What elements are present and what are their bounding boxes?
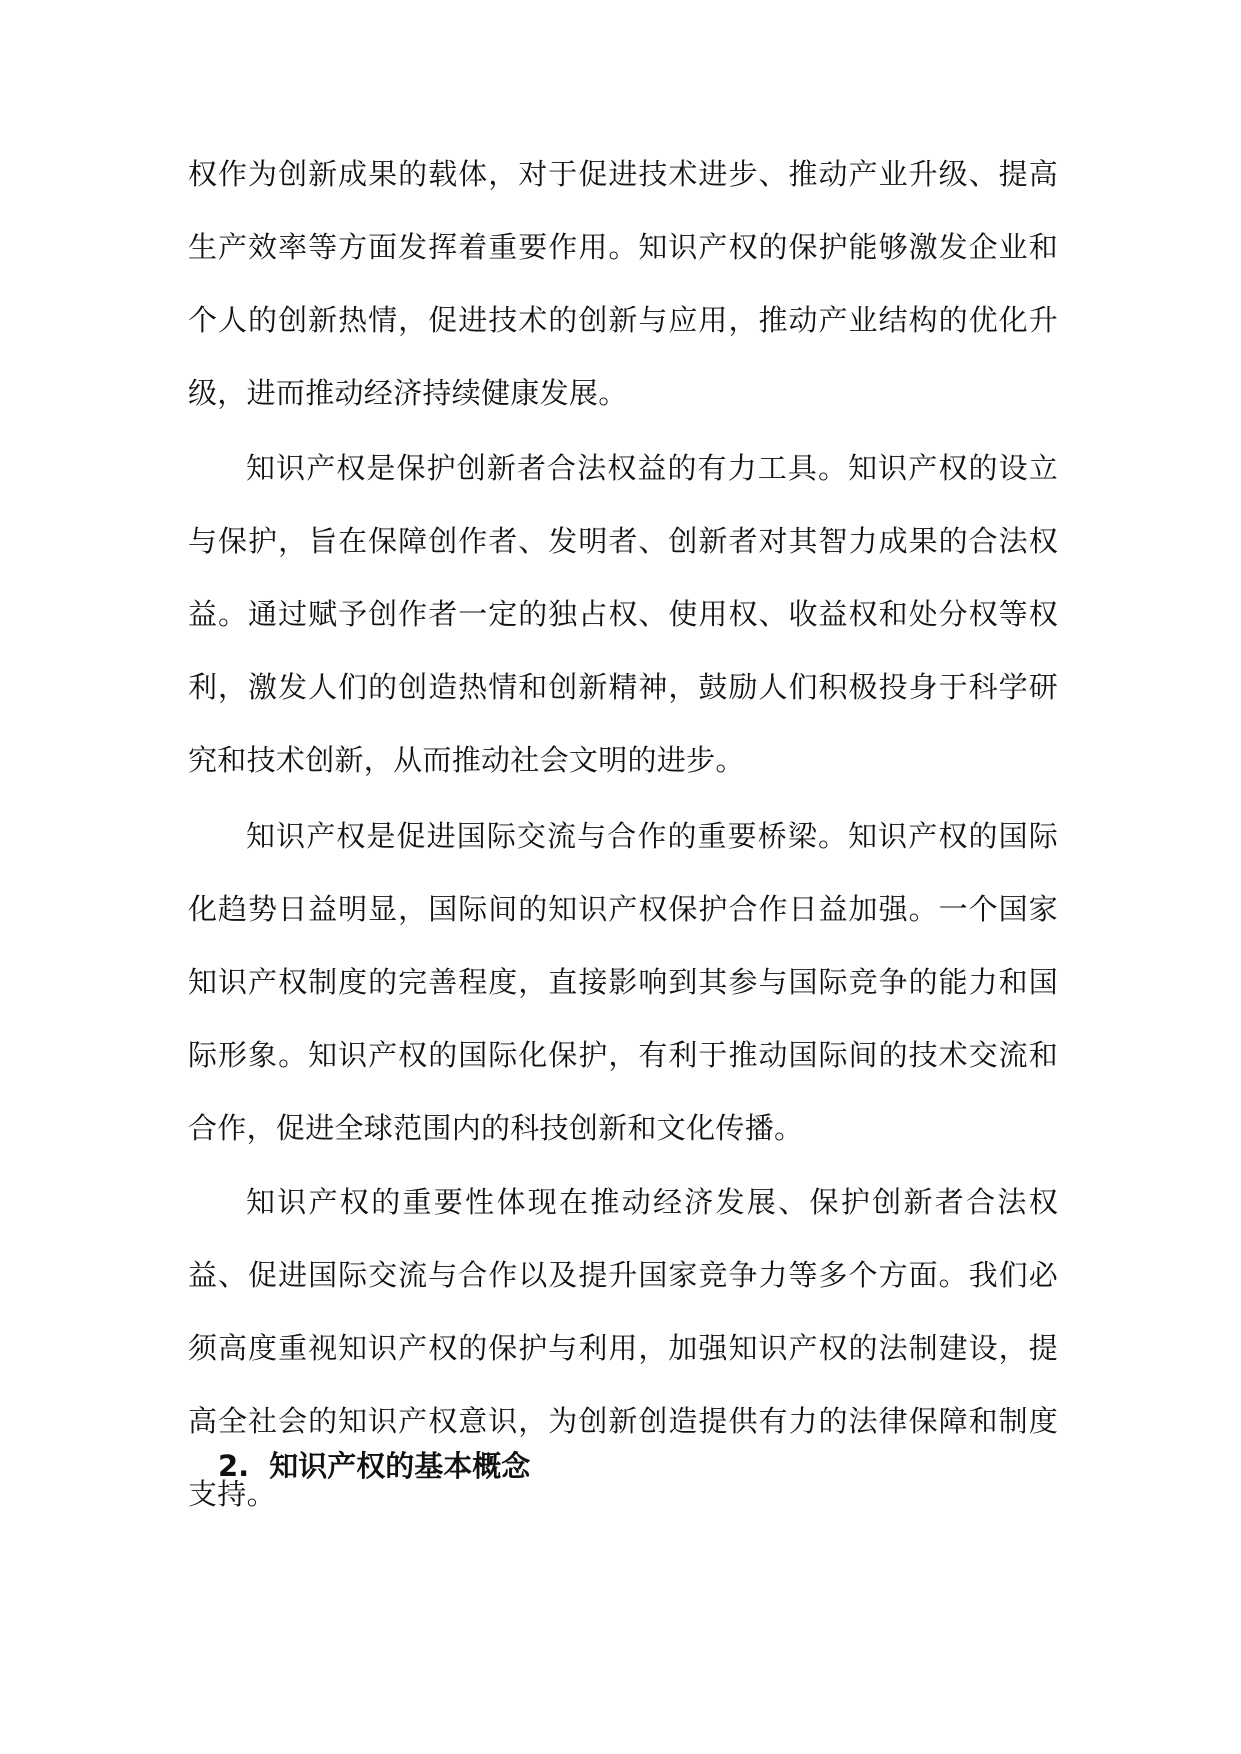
section-heading: [218, 1430, 530, 1503]
section-number: 2.: [218, 1449, 250, 1483]
section-title: 知识产权的基本概念: [269, 1449, 531, 1483]
paragraph-international-cooperation: 知识产权是促进国际交流与合作的重要桥梁。知识产权的国际化趋势日益明显，国际间的知识产权保护合作日益加强。一个国家知识产权制度的完善程度，直接影响到其参与国际竞争的能力和国际形象。知识产权的国际化保护，有利于推动国际间的技术交流和合作，促进全球范围内的科技创新和文化传播。: [188, 819, 1058, 1145]
paragraph-continuation: 权作为创新成果的载体，对于促进技术进步、推动产业升级、提高生产效率等方面发挥着重要作用。知识产权的保护能够激发企业和个人的创新热情，促进技术的创新与应用，推动产业结构的优化升级，进而推动经济持续健康发展。: [188, 157, 1058, 410]
paragraph-creator-rights: 知识产权是保护创新者合法权益的有力工具。知识产权的设立与保护，旨在保障创作者、发明者、创新者对其智力成果的合法权益。通过赋予创作者一定的独占权、使用权、收益权和处分权等权利，激发人们的创造热情和创新精神，鼓励人们积极投身于科学研究和技术创新，从而推动社会文明的进步。: [188, 451, 1058, 777]
paragraph-importance-summary: 知识产权的重要性体现在推动经济发展、保护创新者合法权益、促进国际交流与合作以及提升国家竞争力等多个方面。我们必须高度重视知识产权的保护与利用，加强知识产权的法制建设，提高全社会的知识产权意识，为创新创造提供有力的法律保障和制度支持。: [188, 1185, 1058, 1511]
